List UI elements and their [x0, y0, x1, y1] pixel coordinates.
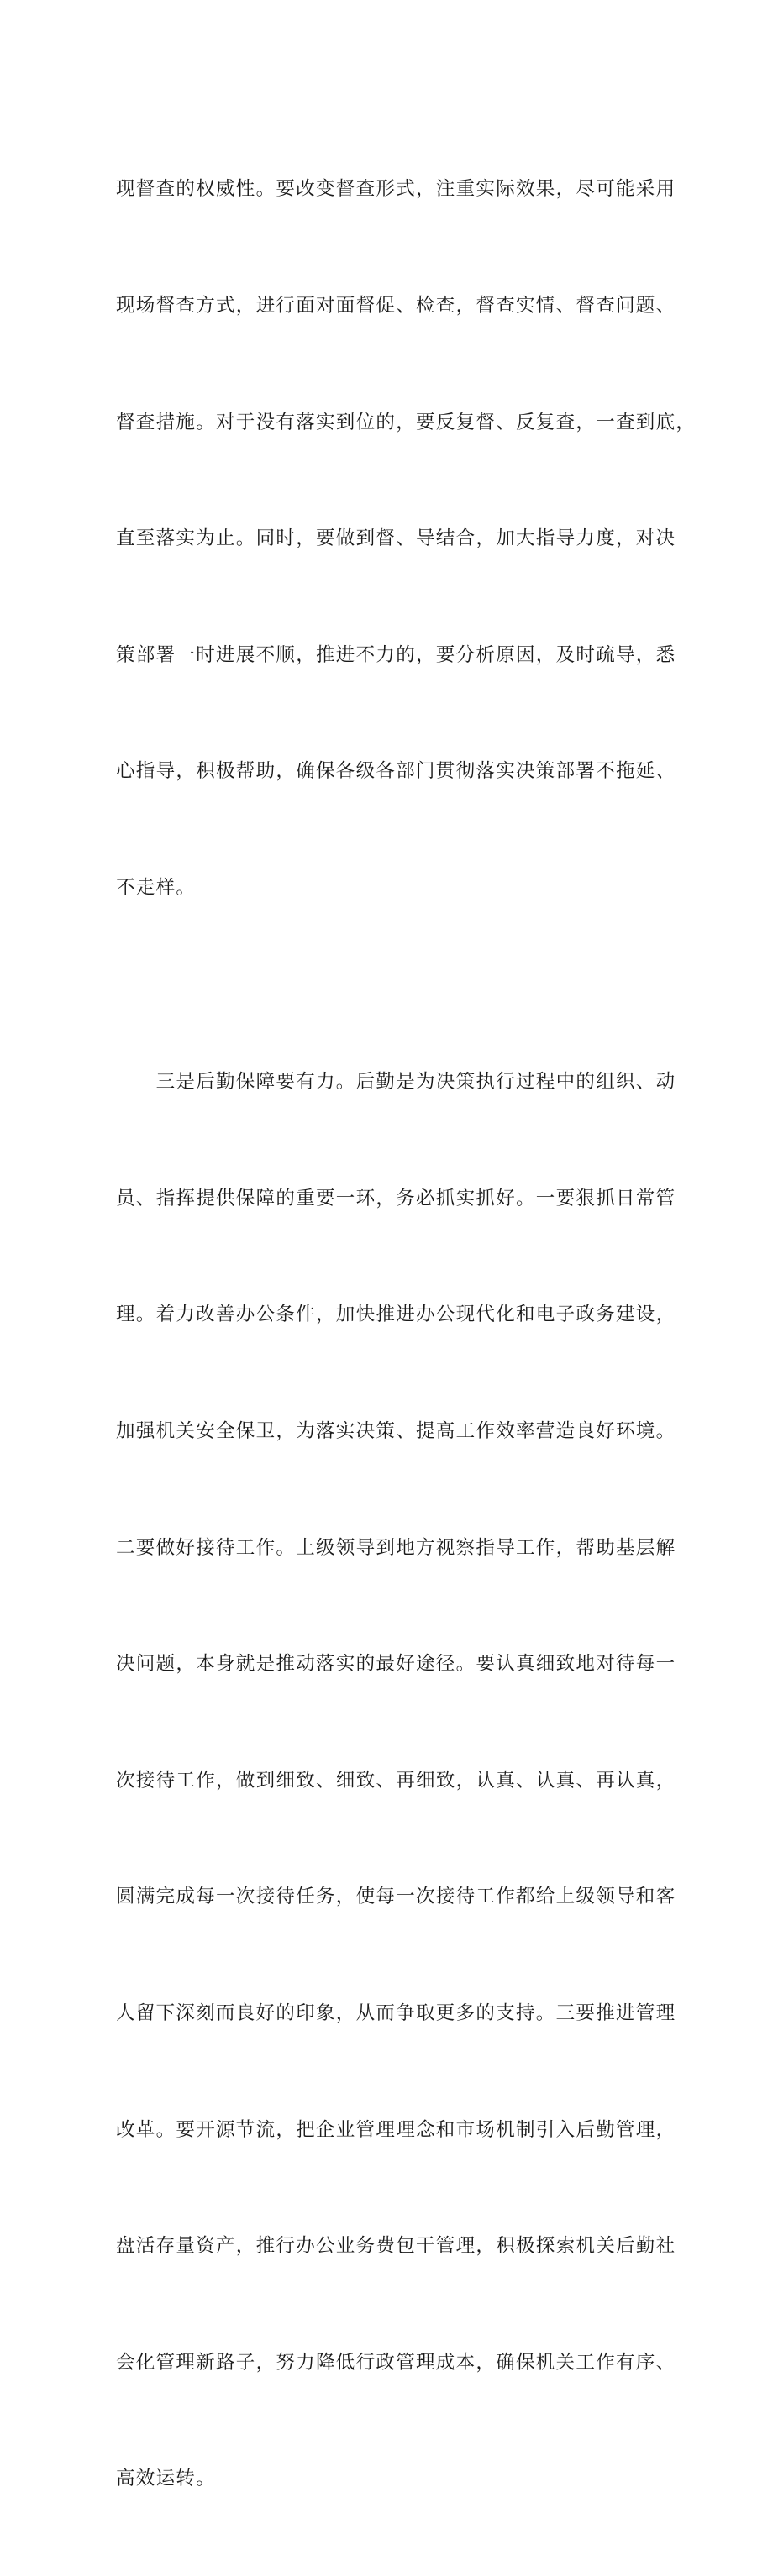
text-line: 决问题，本身就是推动落实的最好途径。要认真细致地对待每一 [116, 1653, 676, 1676]
paragraph-2 [116, 985, 679, 2576]
text-line: 现场督查方式，进行面对面督促、检查，督查实情、督查问题、 [116, 295, 676, 317]
text-line: 现督查的权威性。要改变督查形式，注重实际效果，尽可能采用 [116, 178, 676, 201]
text-line: 不走样。 [116, 877, 197, 900]
text-line: 会化管理新路子，努力降低行政管理成本，确保机关工作有序、 [116, 2351, 676, 2374]
text-line: 圆满完成每一次接待任务，使每一次接待工作都给上级领导和客 [116, 1886, 676, 1908]
text-line: 心指导，积极帮助，确保各级各部门贯彻落实决策部署不拖延、 [116, 760, 676, 783]
text-line: 次接待工作，做到细致、细致、再细致，认真、认真、再认真， [116, 1769, 676, 1792]
text-line: 盘活存量资产，推行办公业务费包干管理，积极探索机关后勤社 [116, 2235, 676, 2258]
text-line: 加强机关安全保卫，为落实决策、提高工作效率营造良好环境。 [116, 1419, 676, 1442]
text-line: 理。着力改善办公条件，加快推进办公现代化和电子政务建设， [116, 1304, 676, 1326]
text-line: 策部署一时进展不顺，推进不力的，要分析原因，及时疏导，悉 [116, 643, 676, 666]
paragraph-1 [116, 92, 697, 985]
text-line: 二要做好接待工作。上级领导到地方视察指导工作，帮助基层解 [116, 1536, 676, 1559]
text-line: 督查措施。对于没有落实到位的，要反复督、反复查，一查到底， [116, 411, 697, 433]
text-line: 人留下深刻而良好的印象，从而争取更多的支持。三要推进管理 [116, 2002, 676, 2024]
document-body [116, 92, 697, 2576]
text-line: 三是后勤保障要有力。后勤是为决策执行过程中的组织、动 [116, 1071, 676, 1094]
text-line: 改革。要开源节流，把企业管理理念和市场机制引入后勤管理， [116, 2118, 676, 2141]
text-line: 员、指挥提供保障的重要一环，务必抓实抓好。一要狠抓日常管 [116, 1187, 676, 1209]
text-line: 高效运转。 [116, 2468, 217, 2490]
text-line: 直至落实为止。同时，要做到督、导结合，加大指导力度，对决 [116, 527, 676, 550]
